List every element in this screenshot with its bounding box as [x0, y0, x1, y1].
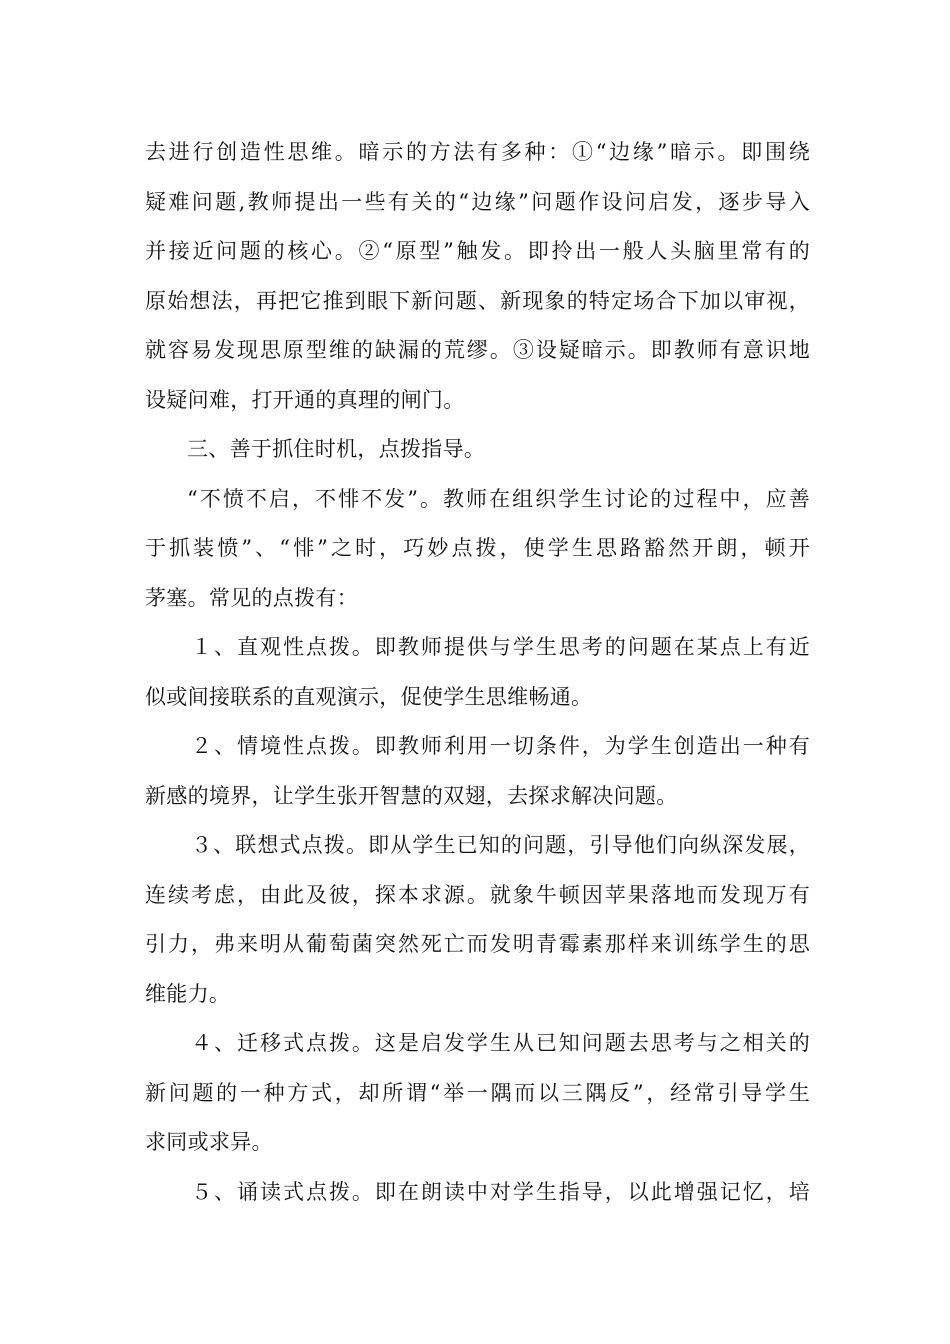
list-item: ２、情境性点拨。即教师利用一切条件，为学生创造出一种有: [191, 734, 810, 758]
text-line: 原始想法，再把它推到眼下新问题、新现象的特定场合下加以审视，: [145, 288, 810, 313]
text-line: 疑难问题,教师提出一些有关的“边缘”问题作设问启发，逐步导入: [145, 189, 810, 214]
list-item: ３、联想式点拨。即从学生已知的问题，引导他们向纵深发展，: [191, 833, 810, 857]
text-line: 设疑问难，打开通的真理的闸门。: [145, 387, 465, 412]
text-line: 并接近问题的核心。②“原型”触发。即拎出一般人头脑里常有的: [145, 239, 810, 263]
list-item: ４、迁移式点拨。这是启发学生从已知问题去思考与之相关的: [191, 1031, 810, 1055]
text-line: 于抓装愤”、“悱”之时，巧妙点拨，使学生思路豁然开朗，顿开: [145, 536, 810, 560]
list-item: ５、诵读式点拨。即在朗读中对学生指导，以此增强记忆，培: [191, 1179, 810, 1204]
text-line: 维能力。: [145, 981, 231, 1006]
list-item: １、直观性点拨。即教师提供与学生思考的问题在某点上有近: [191, 635, 810, 659]
text-line: 似或间接联系的直观演示，促使学生思维畅通。: [145, 684, 593, 709]
section-heading: 三、善于抓住时机，点拨指导。: [187, 437, 486, 461]
text-line: 新问题的一种方式，却所谓“举一隅而以三隅反”，经常引导学生: [145, 1080, 810, 1105]
text-line: 求同或求异。: [145, 1130, 273, 1154]
text-line: “不愤不启，不悱不发”。教师在组织学生讨论的过程中，应善: [187, 486, 810, 511]
text-line: 就容易发现思原型维的缺漏的荒缪。③设疑暗示。即教师有意识地: [145, 338, 810, 362]
text-line: 去进行创造性思维。暗示的方法有多种：①“边缘”暗示。即围绕: [145, 140, 810, 164]
text-line: 茅塞。常见的点拨有：: [145, 585, 358, 610]
text-line: 新感的境界，让学生张开智慧的双翅，去探求解决问题。: [145, 783, 678, 808]
text-line: 连续考虑，由此及彼，探本求源。就象牛顿因苹果落地而发现万有: [145, 882, 810, 907]
body-text: [145, 128, 810, 1217]
text-line: 引力，弗来明从葡萄菌突然死亡而发明青霉素那样来训练学生的思: [145, 932, 810, 956]
